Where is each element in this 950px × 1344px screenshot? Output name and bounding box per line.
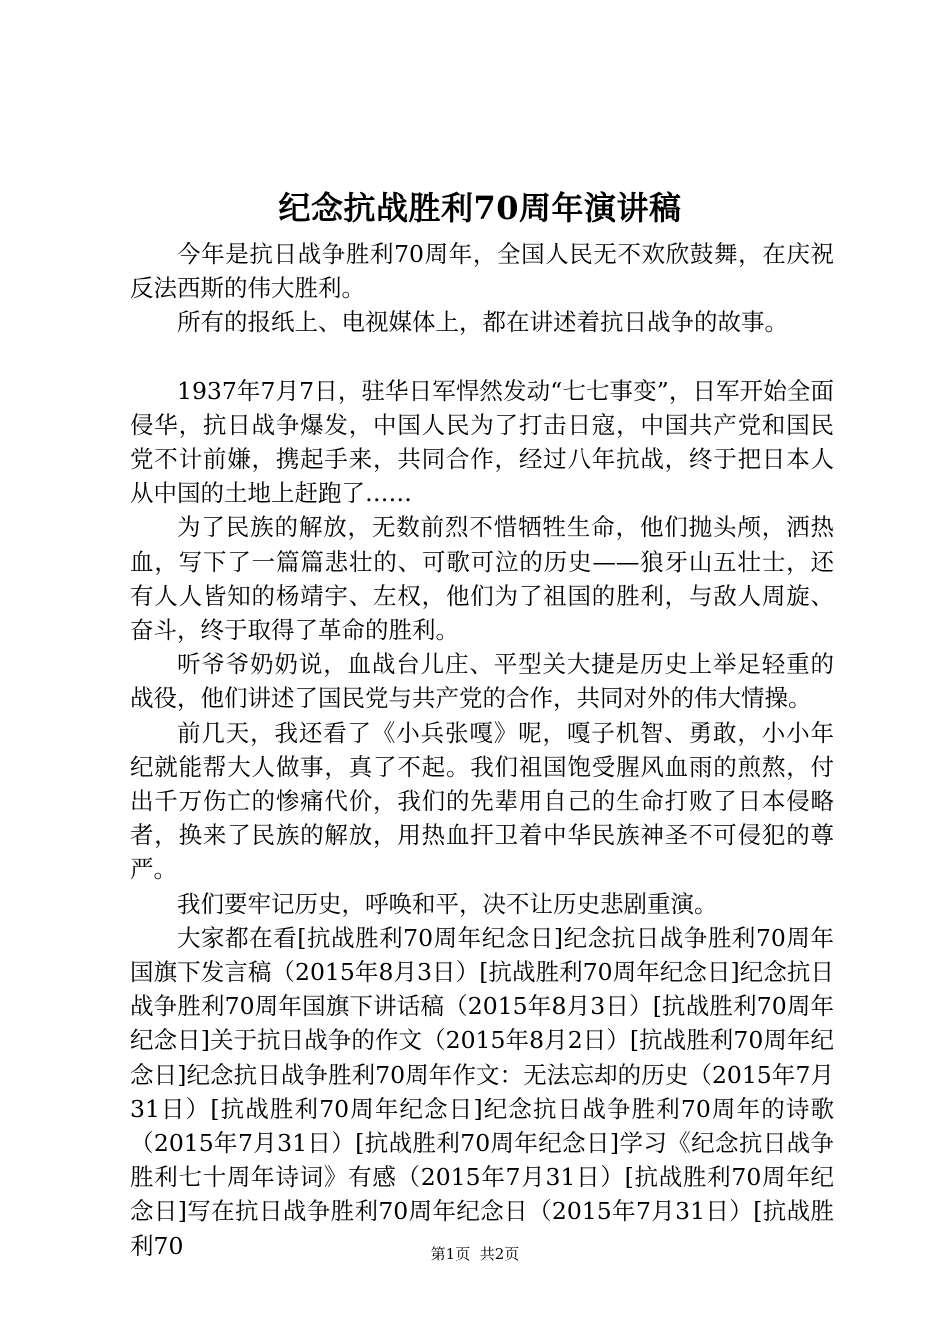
document-title: 纪念抗战胜利70周年演讲稿	[278, 189, 682, 227]
paragraph: 今年是抗日战争胜利70周年，全国人民无不欢欣鼓舞，在庆祝反法西斯的伟大胜利。	[130, 240, 834, 303]
paragraph: 大家都在看[抗战胜利70周年纪念日]纪念抗日战争胜利70周年国旗下发言稿（2015年8月3日）[抗战胜利70周年纪念日]纪念抗日战争胜利70周年国旗下讲话稿（2015年8月3日）[抗战胜利70周年纪念日]关于抗日战争的作文（2015年8月2日）[抗战胜利70周年纪念日]纪念抗日战争胜利70周年作文：无法忘却的历史（2015年7月31日）[抗战胜利70周年纪念日]纪念抗日战争胜利70周年的诗歌（2015年7月31日）[抗战胜利70周年纪念日]学习《纪念抗日战争胜利七十周年诗词》有感（2015年7月31日）[抗战胜利70周年纪念日]写在抗日战争胜利70周年纪念日（2015年7月31日）[抗战胜利70	[130, 923, 834, 1260]
paragraph: 1937年7月7日，驻华日军悍然发动“七七事变”，日军开始全面侵华，抗日战争爆发，中国人民为了打击日寇，中国共产党和国民党不计前嫌，携起手来，共同合作，经过八年抗战，终于把日本人从中国的土地上赶跑了……	[130, 376, 834, 508]
paragraph: 所有的报纸上、电视媒体上，都在讲述着抗日战争的故事。	[177, 308, 788, 337]
footer-separator	[470, 1245, 480, 1263]
page-number: 第1页	[430, 1245, 471, 1263]
paragraph: 为了民族的解放，无数前烈不惜牺牲生命，他们抛头颅，洒热血，写下了一篇篇悲壮的、可歌可泣的历史——狼牙山五壮士，还有人人皆知的杨靖宇、左权，他们为了祖国的胜利，与敌人周旋、奋斗，终于取得了革命的胜利。	[130, 513, 834, 645]
page-total: 共2页	[479, 1245, 520, 1263]
paragraph: 前几天，我还看了《小兵张嘎》呢，嘎子机智、勇敢，小小年纪就能帮大人做事，真了不起。我们祖国饱受腥风血雨的煎熬，付出千万伤亡的惨痛代价，我们的先辈用自己的生命打败了日本侵略者，换来了民族的解放，用热血扞卫着中华民族神圣不可侵犯的尊严。	[130, 718, 834, 884]
document-body	[130, 237, 834, 1263]
paragraph: 我们要牢记历史，呼唤和平，决不让历史悲剧重演。	[177, 889, 718, 918]
page-footer	[0, 1244, 950, 1264]
paragraph: 听爷爷奶奶说，血战台儿庄、平型关大捷是历史上举足轻重的战役，他们讲述了国民党与共产党的合作，共同对外的伟大情操。	[130, 650, 834, 713]
